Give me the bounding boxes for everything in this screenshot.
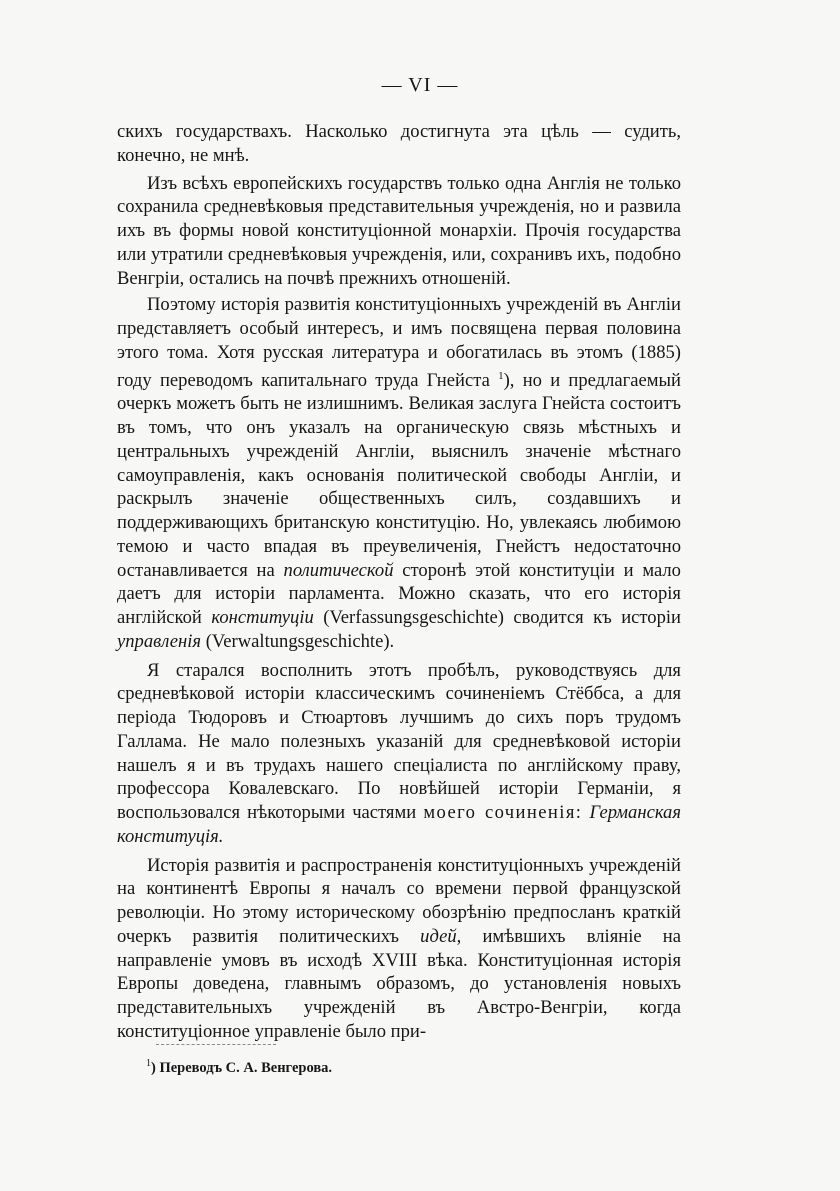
text-run: (Verfassungsgeschichte) сводится къ исторіи [313,607,681,629]
text-run: сторонѣ этой конституціи и мало даетъ для исторіи парламента. Можно сказать, что его исторія англійской [117,559,681,629]
text-run: Я старался восполнить этотъ пробѣлъ, руководствуясь для средневѣковой исторіи классическимъ сочиненіемъ Стёббса, а для періода Тюдоровъ и Стюартовъ лучшимъ до сихъ поръ трудомъ Галлама. Не мало полезныхъ указаній для средневѣковой исторіи нашелъ я и въ трудахъ нашего спеціалиста по англійскому праву, профессора Ковалевскаго. По новѣйшей исторіи Германіи, я воспользовался нѣкоторыми частями [117,659,681,824]
footnote-divider [156,1044,276,1045]
text-run: , имѣвшихъ вліяніе на направленіе умовъ въ исходѣ XVIII вѣка. Конституціонная исторія Европы доведена, главнымъ образомъ, до установленія новыхъ представительныхъ учрежденій въ Австро-Венгріи, когда конституціонное управленіе было при- [117,925,681,1042]
italic-term: политической [283,559,394,581]
text-run: скихъ государствахъ. Насколько достигнута эта цѣль — судить, конечно, не мнѣ. [117,121,681,166]
text-run [582,802,589,823]
paragraph [117,854,681,1044]
footnote-reference: 1 [498,369,504,382]
body-text [117,120,681,1044]
text-run: Исторія развитія и распространенія конституціонныхъ учрежденій на континентѣ Европы я началъ со времени первой французской революціи. Но этому историческому обозрѣнію предпосланъ краткій очеркъ развитія политическихъ [117,854,681,947]
italic-term: управленія [117,630,202,652]
paragraph-continuation [117,120,681,168]
italic-term: идей [420,925,457,947]
spaced-text: моего сочиненія: [423,802,583,824]
footnote-marker: 1 [146,1058,151,1069]
text-run: Поэтому исторія развитія конституціонныхъ учрежденій въ Англіи представляетъ особый интересъ, и имъ посвящена первая половина этого тома. Хотя русская литература и обогатилась въ этомъ (1885) году переводомъ капитальнаго труда Гнейста [117,294,681,391]
paragraph [117,172,681,291]
page-number: — VI — [381,74,459,96]
footnote [146,1058,332,1077]
italic-term: конституціи [211,607,314,629]
italic-term: Германская конституція. [117,802,681,847]
paragraph [117,659,681,849]
text-run: (Verwaltungsgeschichte). [201,630,395,652]
paragraph [117,293,681,653]
text-run: ), но и предлагаемый очеркъ можетъ быть не излишнимъ. Великая заслуга Гнейста состоитъ въ томъ, что онъ указалъ на органическую связь мѣстныхъ и центральныхъ учрежденій Англіи, выяснилъ значеніе мѣстнаго самоуправленія, какъ основанія политической свободы Англіи, и раскрылъ значеніе общественныхъ силъ, создавшихъ и поддерживающихъ британскую конституцію. Но, увлекаясь любимою темою и часто впадая въ преувеличенія, Гнейстъ недостаточно останавливается на [117,369,681,581]
footnote-text: ) Переводъ С. А. Венгерова. [151,1059,333,1076]
text-run: Изъ всѣхъ европейскихъ государствъ только одна Англія не только сохранила средневѣковыя представительныя учрежденія, но и развила ихъ въ формы новой конституціонной монархіи. Прочія государства или утратили средневѣковыя учрежденія, или, сохранивъ ихъ, подобно Венгріи, остались на почвѣ прежнихъ отношеній. [117,172,681,289]
